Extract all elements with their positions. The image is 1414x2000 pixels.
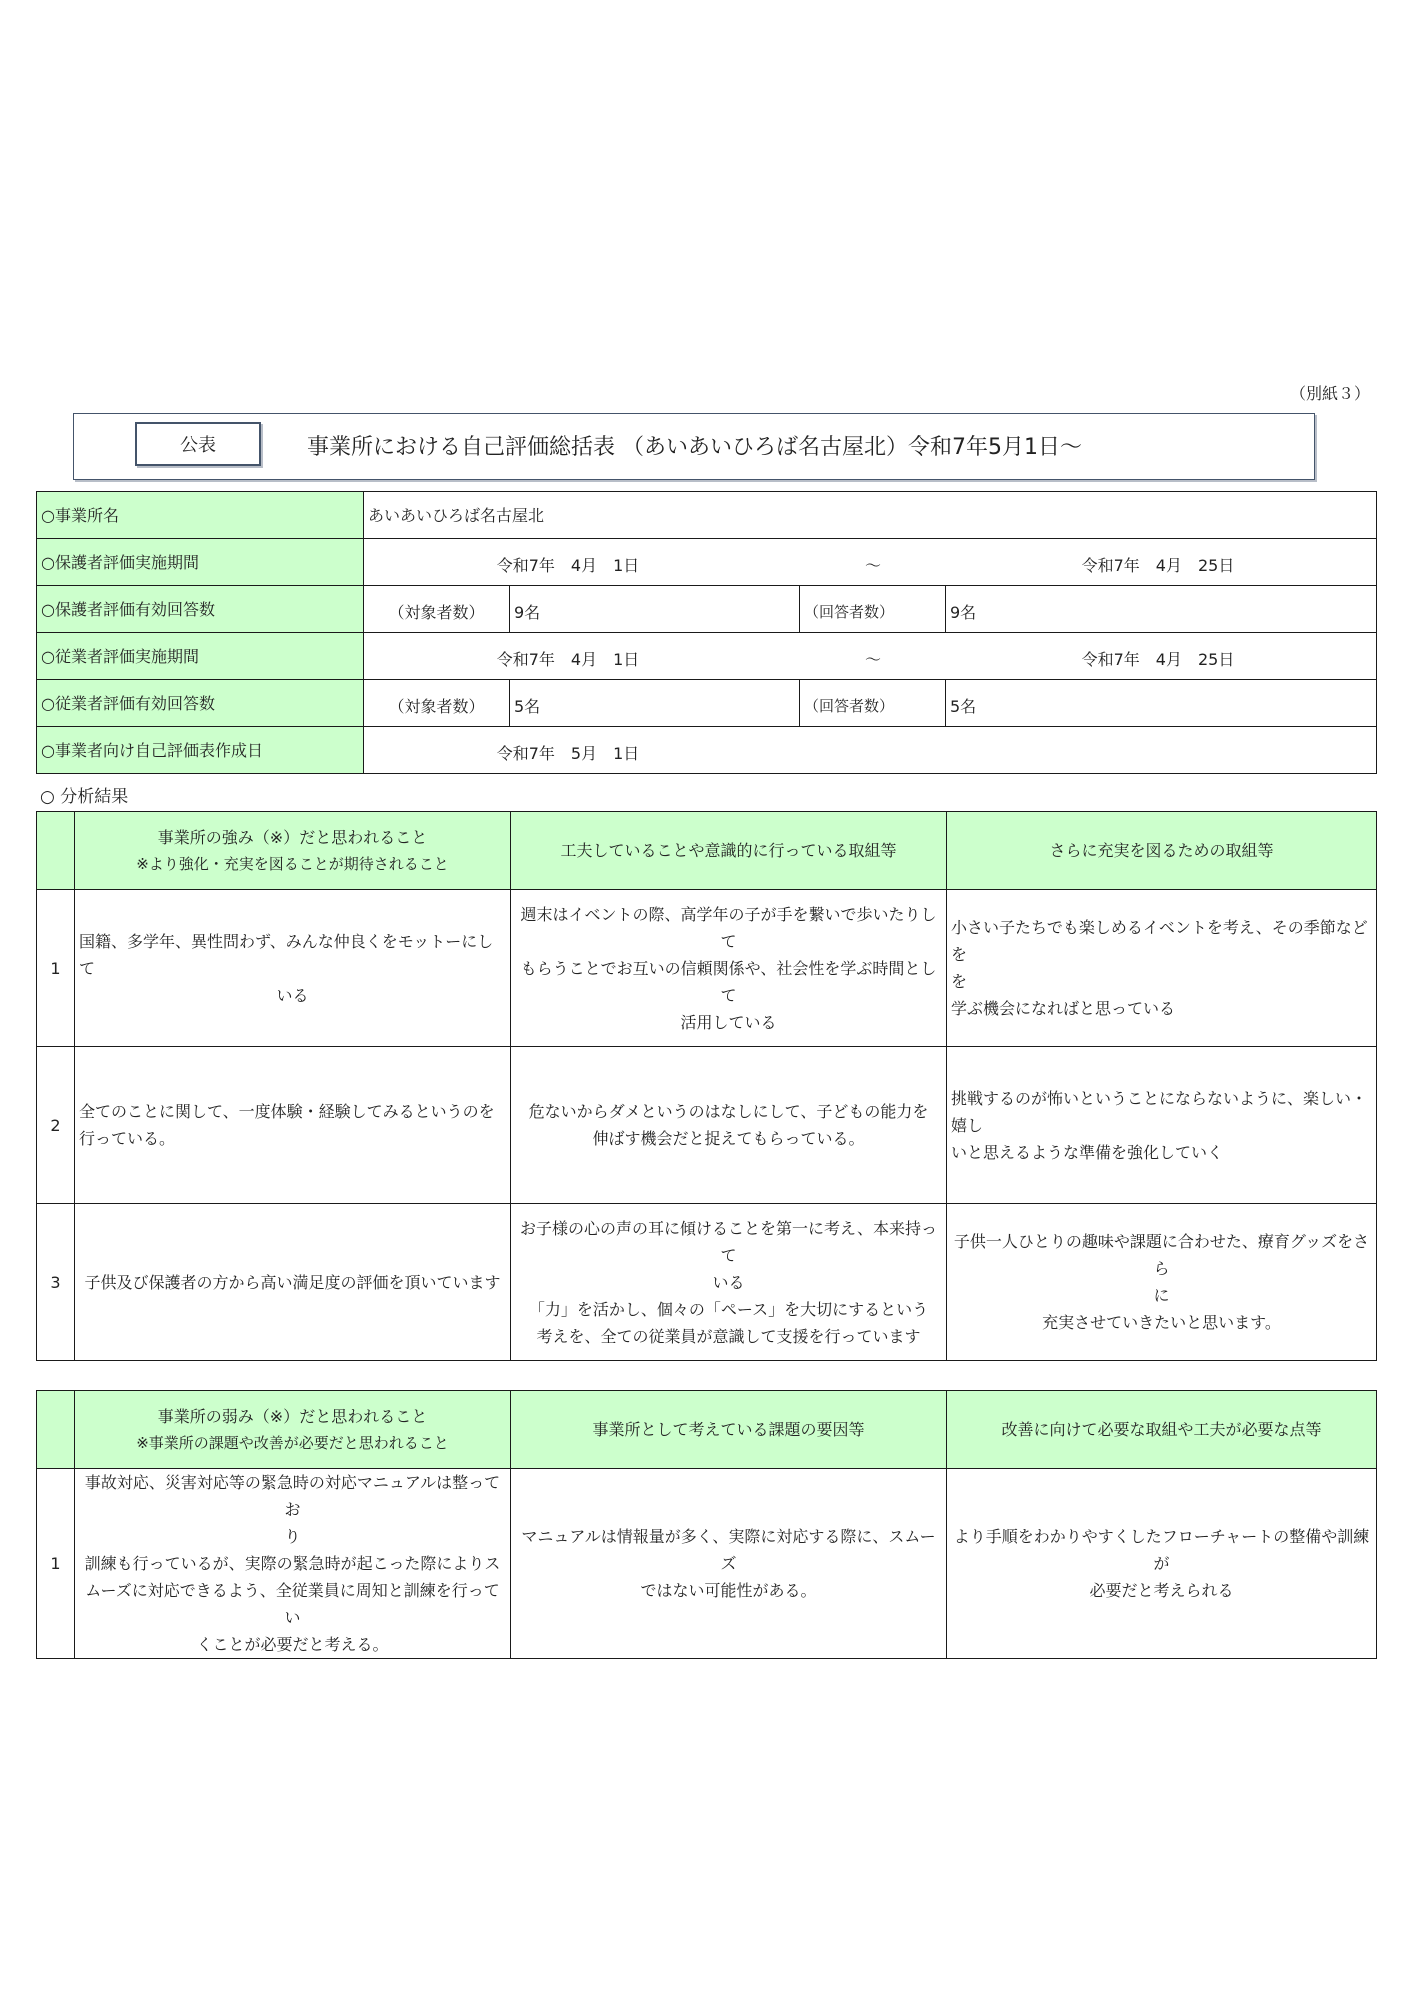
- strength-2-improvement-cell: [947, 1047, 1377, 1204]
- strengths-table: [36, 811, 1377, 1361]
- text-line: 充実させていきたいと思います。: [1042, 1313, 1281, 1332]
- guardian-responses-row: [37, 586, 1377, 633]
- staff-period-label: ○従業者評価実施期間: [37, 633, 364, 680]
- staff-answered-label: （回答者数）: [800, 680, 946, 727]
- guardian-responses-label: ○保護者評価有効回答数: [37, 586, 364, 633]
- row-number: 1: [37, 890, 75, 1047]
- created-date-row: [37, 727, 1377, 774]
- weakness-1-cell: [75, 1469, 511, 1659]
- text-line: が: [1153, 1554, 1170, 1573]
- weakness-row-1: [37, 1469, 1377, 1659]
- staff-answered-value: 5名: [946, 680, 1377, 727]
- text-line: 嬉し: [951, 1115, 984, 1135]
- strength-1-effort-cell: [511, 890, 947, 1047]
- text-line: り: [284, 1527, 301, 1546]
- guardian-answered-label: （回答者数）: [800, 586, 946, 633]
- created-date-label: ○事業者向け自己評価表作成日: [37, 727, 364, 774]
- weaknesses-col1-title: 事業所の弱み（※）だと思われること: [157, 1406, 428, 1426]
- text-line: 事故対応、災害対応等の緊急時の対応マニュアルは整ってお: [84, 1473, 501, 1519]
- analysis-results-heading: ○ 分析結果: [40, 787, 129, 807]
- facility-name-label: ○事業所名: [37, 492, 364, 539]
- weaknesses-col2-header: 事業所として考えている課題の要因等: [511, 1391, 947, 1469]
- row-number: 3: [37, 1204, 75, 1361]
- header-number-cell: [37, 1391, 75, 1469]
- guardian-period-value: [364, 539, 1377, 586]
- facility-info-table: [36, 491, 1377, 774]
- text-line: 行っている。: [79, 1129, 176, 1148]
- text-line: ではない可能性がある。: [640, 1581, 817, 1600]
- staff-period-end: 令和7年 4月 25日: [1081, 650, 1235, 669]
- guardian-period-row: [37, 539, 1377, 586]
- strength-2-effort-cell: [511, 1047, 947, 1204]
- weaknesses-header-row: [37, 1391, 1377, 1469]
- text-line: に: [1153, 1286, 1170, 1305]
- facility-name-value: あいあいひろば名古屋北: [364, 492, 1377, 539]
- strength-row-2: [37, 1047, 1377, 1204]
- strength-1-improvement-cell: [947, 890, 1377, 1047]
- row-number: 1: [37, 1469, 75, 1659]
- text-line: 「力」を活かし、個々の「ペース」を大切にするという: [528, 1299, 929, 1319]
- strength-row-3: [37, 1204, 1377, 1361]
- created-date: 令和7年 5月 1日: [496, 744, 640, 763]
- weaknesses-col1-header: [75, 1391, 511, 1469]
- text-line: マニュアルは情報量が多く、実際に対応する際に、スムーズ: [521, 1527, 936, 1573]
- text-line: 必要だと考えられる: [1089, 1581, 1234, 1600]
- staff-period-start: 令和7年 4月 1日: [496, 650, 640, 669]
- guardian-period-start: 令和7年 4月 1日: [496, 556, 640, 575]
- text-line: 国籍、多学年、異性問わず、みんな仲良くをモットーにして: [79, 931, 494, 978]
- text-line: ムーズに対応できるよう、全従業員に周知と訓練を行ってい: [85, 1581, 500, 1627]
- strength-3-cell: [75, 1204, 511, 1361]
- document-title: 事業所における自己評価総括表 （あいあいひろば名古屋北）令和7年5月1日〜: [307, 435, 1082, 460]
- text-line: もらうことでお互いの信頼関係や、社会性を学ぶ時間として: [520, 958, 937, 1005]
- text-line: 危ないからダメというのはなしにして、子どもの能力を: [528, 1102, 929, 1121]
- weaknesses-table: [36, 1390, 1377, 1659]
- staff-period-row: [37, 633, 1377, 680]
- created-date-value: [364, 727, 1377, 774]
- text-line: を: [951, 972, 968, 991]
- weakness-1-improvement-cell: [947, 1469, 1377, 1659]
- guardian-period-label: ○保護者評価実施期間: [37, 539, 364, 586]
- strengths-header-row: [37, 812, 1377, 890]
- strength-row-1: [37, 890, 1377, 1047]
- text-line: 週末はイベントの際、高学年の子が手を繋いで歩いたりして: [520, 904, 937, 951]
- strength-1-cell: [75, 890, 511, 1047]
- text-line: 全てのことに関して、一度体験・経験してみるというのを: [79, 1102, 495, 1121]
- guardian-target-value: 9名: [510, 586, 800, 633]
- guardian-period-separator: 〜: [864, 556, 881, 575]
- staff-responses-row: [37, 680, 1377, 727]
- strength-3-improvement-cell: [947, 1204, 1377, 1361]
- facility-name-row: [37, 492, 1377, 539]
- attachment-label: （別紙３）: [1290, 384, 1371, 403]
- text-line: 活用している: [680, 1012, 777, 1032]
- text-line: いる: [712, 1272, 745, 1292]
- text-line: 考えを、全ての従業員が意識して支援を行っています: [536, 1326, 921, 1346]
- text-line: いと思えるような準備を強化していく: [951, 1142, 1224, 1162]
- weakness-1-cause-cell: [511, 1469, 947, 1659]
- guardian-answered-value: 9名: [946, 586, 1377, 633]
- weaknesses-col1-note: ※事業所の課題や改善が必要だと思われること: [136, 1433, 449, 1452]
- staff-period-separator: 〜: [864, 650, 881, 669]
- strengths-col2-header: 工夫していることや意識的に行っている取組等: [511, 812, 947, 890]
- strengths-col3-header: さらに充実を図るための取組等: [947, 812, 1377, 890]
- staff-target-value: 5名: [510, 680, 800, 727]
- row-number: 2: [37, 1047, 75, 1204]
- text-line: 訓練も行っているが、実際の緊急時が起こった際によりス: [84, 1554, 501, 1573]
- text-line: 子供一人ひとりの趣味や課題に合わせた、療育グッズをさら: [953, 1232, 1370, 1278]
- weaknesses-col3-header: 改善に向けて必要な取組や工夫が必要な点等: [947, 1391, 1377, 1469]
- strengths-col1-note: ※より強化・充実を図ることが期待されること: [136, 854, 449, 873]
- staff-period-value: [364, 633, 1377, 680]
- strength-2-cell: [75, 1047, 511, 1204]
- guardian-target-label: （対象者数）: [364, 586, 510, 633]
- text-line: より手順をわかりやすくしたフローチャートの整備や訓練: [953, 1527, 1370, 1546]
- strengths-col1-header: [75, 812, 511, 890]
- strengths-col1-title: 事業所の強み（※）だと思われること: [157, 827, 428, 847]
- text-line: 小さい子たちでも楽しめるイベントを考え、その季節などを: [951, 918, 1368, 964]
- text-line: 学ぶ機会になればと思っている: [951, 999, 1176, 1018]
- text-line: 挑戦するのが怖いということにならないように、楽しい・: [951, 1088, 1368, 1108]
- guardian-period-end: 令和7年 4月 25日: [1081, 556, 1235, 575]
- text-line: 伸ばす機会だと捉えてもらっている。: [592, 1129, 865, 1148]
- text-line: 子供及び保護者の方から高い満足度の評価を頂いています: [84, 1272, 501, 1292]
- text-line: くことが必要だと考える。: [196, 1635, 389, 1654]
- staff-target-label: （対象者数）: [364, 680, 510, 727]
- strength-3-effort-cell: [511, 1204, 947, 1361]
- public-badge: 公表: [135, 422, 261, 466]
- header-number-cell: [37, 812, 75, 890]
- text-line: いる: [276, 985, 309, 1005]
- staff-responses-label: ○従業者評価有効回答数: [37, 680, 364, 727]
- text-line: お子様の心の声の耳に傾けることを第一に考え、本来持って: [520, 1218, 937, 1265]
